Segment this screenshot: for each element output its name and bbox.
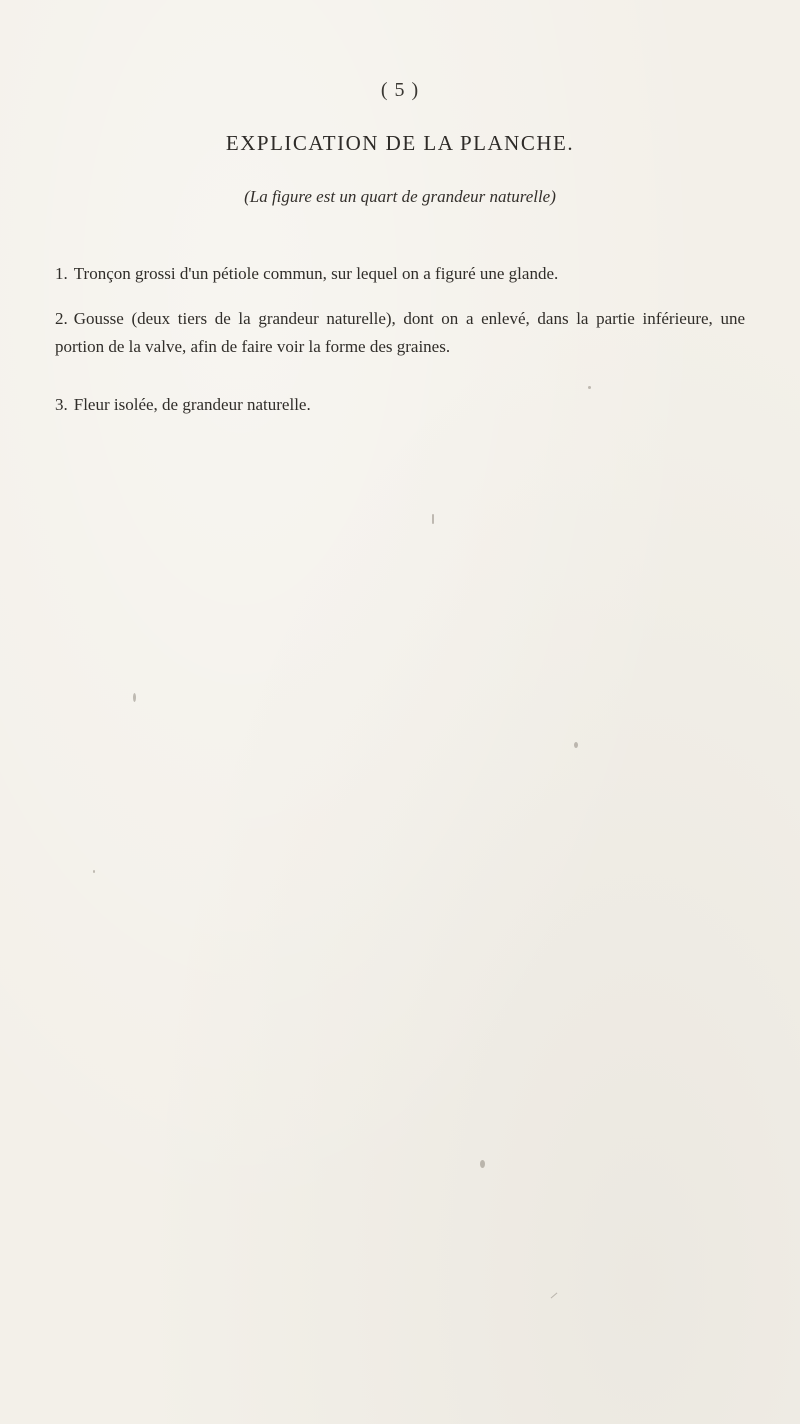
- entry-text: Gousse (deux tiers de la grandeur naturelle), dont on a enlevé, dans la partie inférieure, une portion de la valve, afin de faire voir la forme des graines.: [55, 309, 745, 356]
- entry-text: Fleur isolée, de grandeur naturelle.: [73, 395, 311, 414]
- page-number: ( 5 ): [380, 79, 420, 101]
- paper-speck: [480, 1160, 485, 1168]
- entry-text: Tronçon grossi d'un pétiole commun, sur lequel on a figuré une glande.: [73, 264, 559, 283]
- explanation-entry: [55, 260, 745, 288]
- paper-speck: [574, 742, 578, 748]
- paper-speck: [588, 386, 591, 389]
- explanation-entry: [55, 391, 745, 419]
- paper-speck: [133, 693, 136, 702]
- page-title: EXPLICATION DE LA PLANCHE.: [225, 131, 575, 155]
- paper-speck: [432, 514, 434, 524]
- explanation-entry: [55, 305, 745, 361]
- entry-number: 2.: [55, 309, 68, 328]
- page-subtitle: (La figure est un quart de grandeur naturelle): [244, 187, 556, 206]
- paper-speck: [93, 870, 95, 873]
- paper-speck: [551, 1293, 558, 1299]
- entry-number: 1.: [55, 264, 68, 283]
- entry-number: 3.: [55, 395, 68, 414]
